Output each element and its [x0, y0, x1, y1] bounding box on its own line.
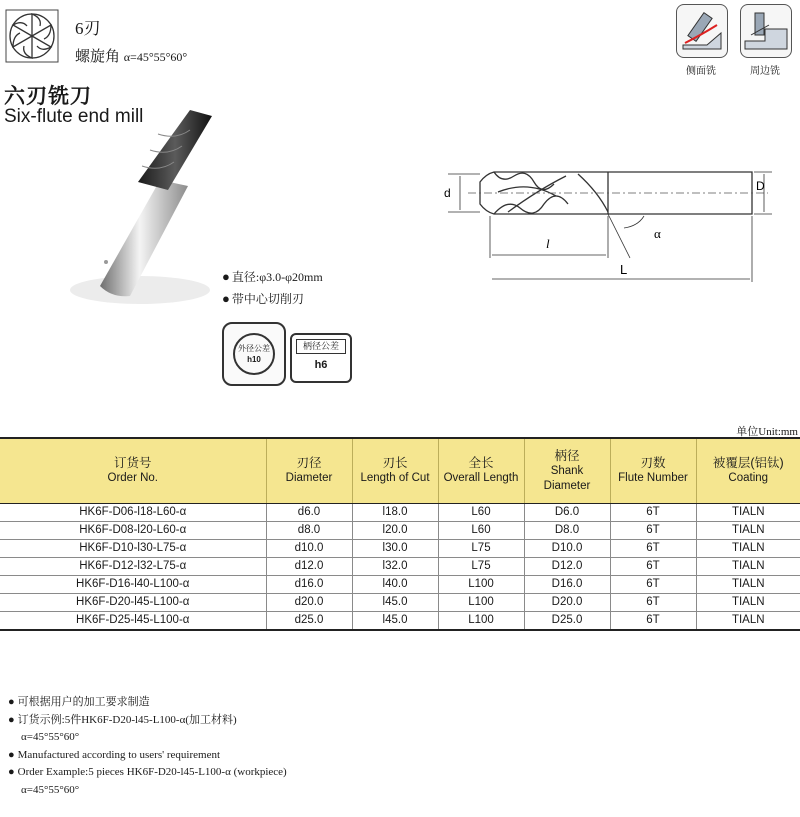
cell-order-no: HK6F-D12-l32-L75-α	[0, 558, 266, 576]
cell-coating: TIALN	[696, 594, 800, 612]
cell-coating: TIALN	[696, 576, 800, 594]
cell-overall-length: L60	[438, 522, 524, 540]
header-diameter: 刃径 Diameter	[266, 438, 352, 504]
table-row	[0, 612, 800, 631]
footnote-en-alpha: α=45°55°60°	[21, 783, 80, 796]
end-mill-dimension-drawing	[438, 162, 778, 292]
end-mill-photo	[60, 100, 230, 310]
cell-overall-length: L100	[438, 594, 524, 612]
cell-overall-length: L60	[438, 504, 524, 522]
header-length-of-cut: 刃长 Length of Cut	[352, 438, 438, 504]
bullet-icon: ●	[222, 291, 230, 306]
cell-flute-number: 6T	[610, 576, 696, 594]
footnote-en-1: ● Manufactured according to users' requirement	[8, 748, 221, 761]
cell-flute-number: 6T	[610, 504, 696, 522]
spec-table	[0, 437, 800, 631]
cell-coating: TIALN	[696, 558, 800, 576]
table-row	[0, 540, 800, 558]
table-row	[0, 594, 800, 612]
six-flute-cross-section-icon	[4, 8, 60, 64]
bullet-icon: ●	[8, 713, 15, 726]
cell-shank-diameter: D8.0	[524, 522, 610, 540]
table-row	[0, 522, 800, 540]
footnotes	[8, 694, 287, 799]
cell-order-no: HK6F-D20-l45-L100-α	[0, 594, 266, 612]
footnote-cn-2: ● 订货示例:5件HK6F-D20-l45-L100-α(加工材料)	[8, 713, 237, 726]
table-row	[0, 558, 800, 576]
cell-order-no: HK6F-D16-l40-L100-α	[0, 576, 266, 594]
L-label: L	[620, 262, 628, 277]
helix-angle	[75, 45, 187, 66]
cell-diameter: d20.0	[266, 594, 352, 612]
cell-shank-diameter: D25.0	[524, 612, 610, 631]
unit-label: 单位Unit:mm	[736, 426, 798, 438]
side-milling-badge	[676, 4, 728, 58]
cell-shank-diameter: D16.0	[524, 576, 610, 594]
cell-shank-diameter: D12.0	[524, 558, 610, 576]
table-header-row	[0, 438, 800, 504]
cell-order-no: HK6F-D08-l20-L60-α	[0, 522, 266, 540]
footnote-cn-alpha: α=45°55°60°	[21, 731, 80, 743]
cell-overall-length: L75	[438, 558, 524, 576]
cell-diameter: d16.0	[266, 576, 352, 594]
footnote-en-2: ● Order Example:5 pieces HK6F-D20-l45-L100-α (workpiece)	[8, 766, 287, 778]
spec-list	[222, 266, 323, 310]
cell-shank-diameter: D10.0	[524, 540, 610, 558]
cell-diameter: d10.0	[266, 540, 352, 558]
cell-order-no: HK6F-D25-l45-L100-α	[0, 612, 266, 631]
cell-length-of-cut: l30.0	[352, 540, 438, 558]
header-overall-length: 全长 Overall Length	[438, 438, 524, 504]
cell-flute-number: 6T	[610, 558, 696, 576]
bullet-icon: ●	[8, 748, 15, 761]
header-flute-number: 刃数 Flute Number	[610, 438, 696, 504]
cell-length-of-cut: l32.0	[352, 558, 438, 576]
cell-flute-number: 6T	[610, 522, 696, 540]
header-shank-diameter: 柄径 Shank Diameter	[524, 438, 610, 504]
header-order-no: 订货号 Order No.	[0, 438, 266, 504]
outer-tolerance-value: h10	[247, 355, 261, 364]
table-row	[0, 576, 800, 594]
D-label: D	[756, 179, 765, 193]
side-milling-label: 侧面铣	[686, 66, 716, 77]
bullet-icon: ●	[222, 269, 230, 284]
bullet-icon: ●	[8, 766, 15, 778]
cell-diameter: d25.0	[266, 612, 352, 631]
d-label: d	[444, 186, 451, 200]
cell-flute-number: 6T	[610, 540, 696, 558]
spec-item: ● 带中心切削刃	[222, 291, 304, 306]
cell-coating: TIALN	[696, 504, 800, 522]
peripheral-milling-icon	[741, 5, 791, 57]
cell-order-no: HK6F-D10-l30-L75-α	[0, 540, 266, 558]
cell-coating: TIALN	[696, 522, 800, 540]
tolerance-circle-icon	[224, 324, 284, 384]
cell-shank-diameter: D6.0	[524, 504, 610, 522]
table-row	[0, 504, 800, 522]
footnote-cn-1: ● 可根据用户的加工要求制造	[8, 696, 150, 708]
shank-tolerance-badge	[290, 333, 352, 383]
outer-tolerance-label: 外径公差	[238, 344, 270, 353]
cell-overall-length: L100	[438, 612, 524, 631]
cell-overall-length: L75	[438, 540, 524, 558]
cell-diameter: d8.0	[266, 522, 352, 540]
helix-angle-label: 螺旋角	[75, 49, 121, 65]
helix-angle-value: α=45°55°60°	[123, 50, 188, 64]
spec-item: ● 直径:φ3.0-φ20mm	[222, 269, 323, 284]
cell-length-of-cut: l18.0	[352, 504, 438, 522]
outer-diameter-tolerance-badge	[222, 322, 286, 386]
alpha-label: α	[654, 226, 661, 241]
cell-shank-diameter: D20.0	[524, 594, 610, 612]
shank-tolerance-value: h6	[314, 359, 328, 371]
cell-coating: TIALN	[696, 540, 800, 558]
title-english: Six-flute end mill	[4, 106, 144, 127]
flute-count: 6刃	[75, 19, 101, 38]
cell-flute-number: 6T	[610, 612, 696, 631]
cell-length-of-cut: l45.0	[352, 612, 438, 631]
cell-flute-number: 6T	[610, 594, 696, 612]
cell-order-no: HK6F-D06-l18-L60-α	[0, 504, 266, 522]
title-chinese: 六刃铣刀	[4, 85, 92, 108]
cell-coating: TIALN	[696, 612, 800, 631]
side-milling-icon	[677, 5, 727, 57]
cell-diameter: d6.0	[266, 504, 352, 522]
cell-overall-length: L100	[438, 576, 524, 594]
l-label: l	[546, 236, 550, 251]
shank-tolerance-label: 柄径公差	[296, 339, 346, 354]
peripheral-milling-label: 周边铣	[750, 66, 780, 77]
cell-length-of-cut: l20.0	[352, 522, 438, 540]
peripheral-milling-badge	[740, 4, 792, 58]
header-coating: 被覆层(铝钛) Coating	[696, 438, 800, 504]
bullet-icon: ●	[8, 696, 15, 708]
cell-diameter: d12.0	[266, 558, 352, 576]
cell-length-of-cut: l45.0	[352, 594, 438, 612]
cell-length-of-cut: l40.0	[352, 576, 438, 594]
